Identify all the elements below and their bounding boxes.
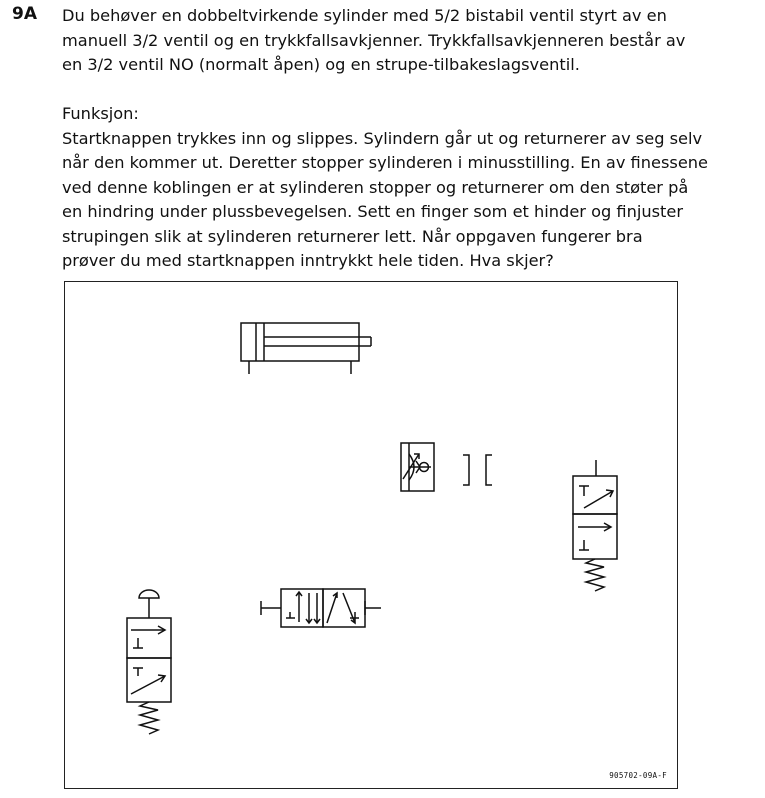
function-heading: Funksjon: <box>62 104 139 123</box>
intro-line: Du behøver en dobbeltvirkende sylinder med 5/2 bistabil ventil styrt av en <box>62 6 667 25</box>
double-acting-cylinder-symbol <box>241 323 371 374</box>
circuit-figure-frame <box>64 281 678 789</box>
function-line: Startknappen trykkes inn og slippes. Sylindern går ut og returnerer av seg selv <box>62 128 703 148</box>
intro-paragraph <box>62 4 752 78</box>
intro-line: manuell 3/2 ventil og en trykkfallsavkjenner. Trykkfallsavkjenneren består av <box>62 30 686 50</box>
throttle-check-valve-symbol <box>401 443 434 491</box>
function-section <box>62 102 752 274</box>
figure-code-label: 905702-09A-F <box>609 771 667 780</box>
function-line: prøver du med startknappen inntrykkt hele tiden. Hva skjer? <box>62 251 554 270</box>
function-line: strupingen slik at sylinderen returnerer lett. Når oppgaven fungerer bra <box>62 226 643 246</box>
3-2-pushbutton-valve-symbol <box>127 590 171 734</box>
function-line: når den kommer ut. Deretter stopper sylinderen i minusstilling. En av finessene <box>62 153 709 172</box>
5-2-bistable-valve-symbol <box>261 589 381 627</box>
pressure-gap-bracket-symbol <box>463 455 492 485</box>
function-line: en hindring under plussbevegelsen. Sett en finger som et hinder og finjuster <box>62 202 684 221</box>
3-2-valve-no-spring-symbol <box>573 460 617 591</box>
function-line: ved denne koblingen er at sylinderen stopper og returnerer om den støter på <box>62 177 689 197</box>
task-number: 9A <box>12 4 37 24</box>
intro-line: en 3/2 ventil NO (normalt åpen) og en strupe-tilbakeslagsventil. <box>62 55 580 74</box>
circuit-components-drawing <box>65 282 677 788</box>
